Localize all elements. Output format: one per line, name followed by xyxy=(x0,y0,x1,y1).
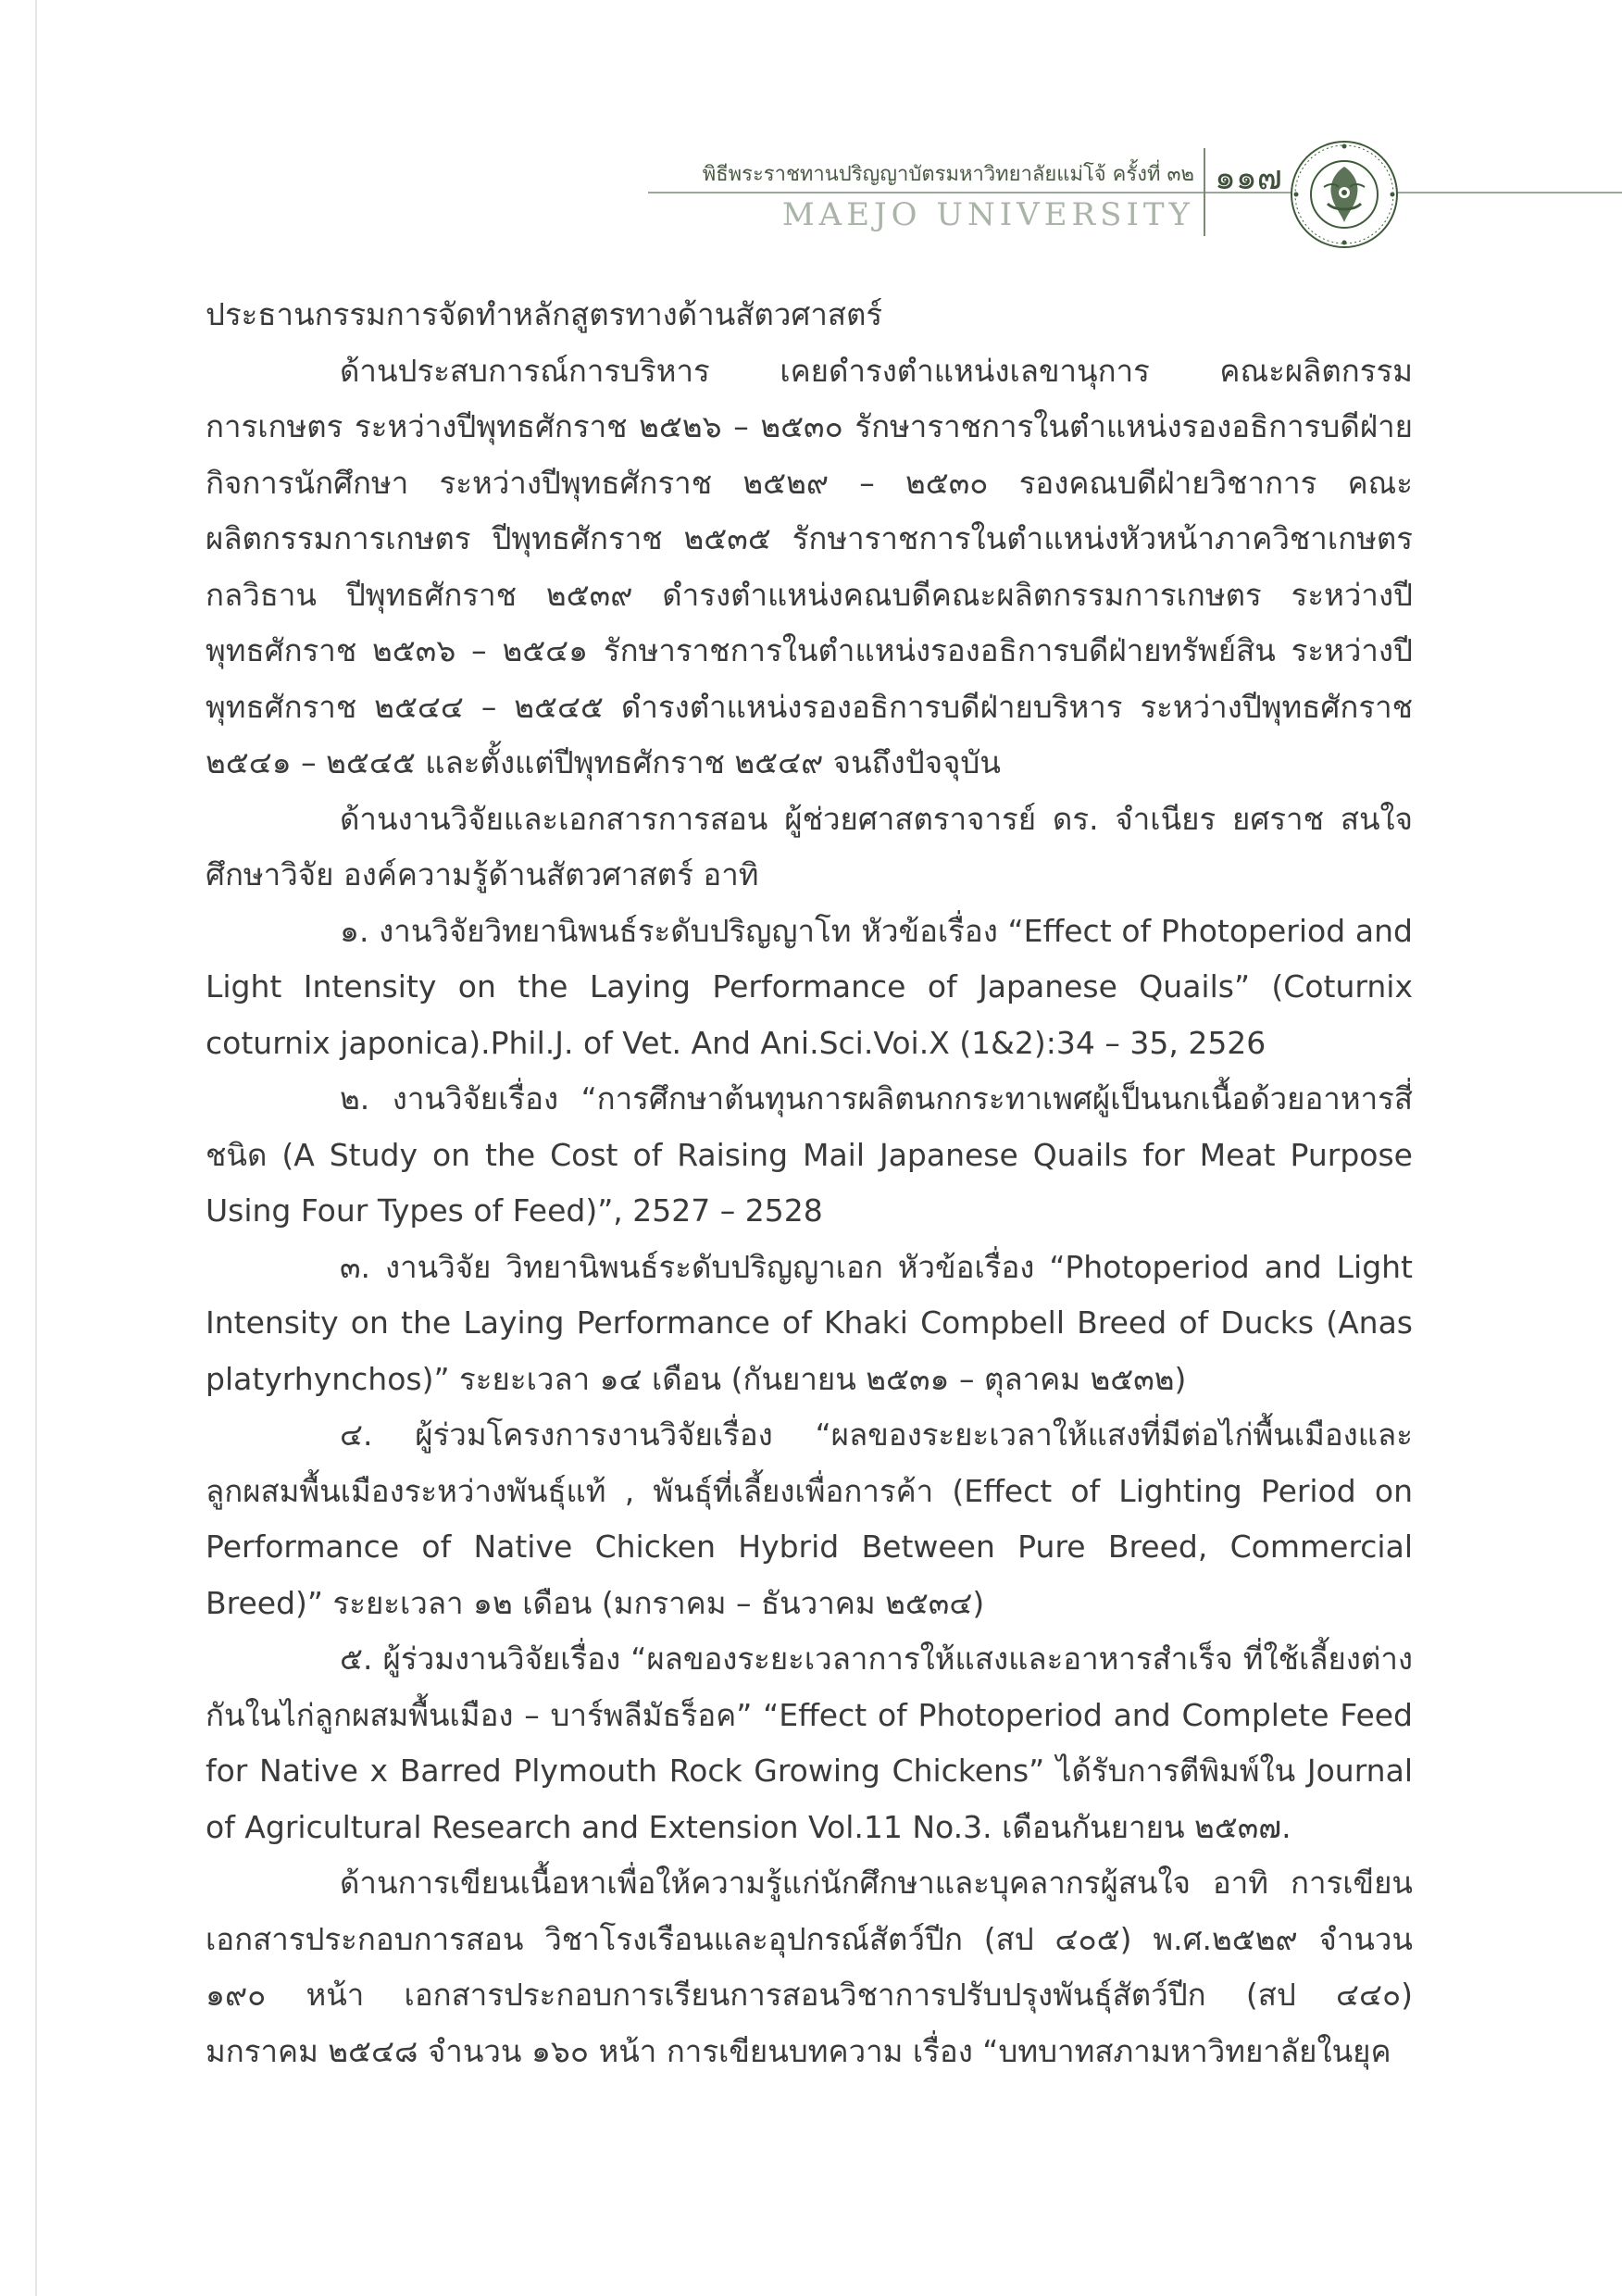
paragraph: ด้านการเขียนเนื้อหาเพื่อให้ความรู้แก่นักศึกษาและบุคลากรผู้สนใจ อาทิ การเขียนเอกสารประกอบการสอน วิชาโรงเรือนและอุปกรณ์สัตว์ปีก (สป ๔๐๕) พ.ศ.๒๕๒๙ จำนวน ๑๙๐ หน้า เอกสารประกอบการเรียนการสอนวิชาการปรับปรุงพันธุ์สัตว์ปีก (สป ๔๔๐) มกราคม ๒๕๔๘ จำนวน ๑๖๐ หน้า การเขียนบทความ เรื่อง “บทบาทสภามหาวิทยาลัยในยุค xyxy=(206,1865,1413,2069)
document-body xyxy=(206,287,1413,2079)
university-name: MAEJO UNIVERSITY xyxy=(781,196,1194,233)
paragraph: ๔. ผู้ร่วมโครงการงานวิจัยเรื่อง “ผลของระยะเวลาให้แสงที่มีต่อไก่พื้นเมืองและลูกผสมพื้นเมืองระหว่างพันธุ์แท้ , พันธุ์ที่เลี้ยงเพื่อการค้า (Effect of Lighting Period on Performance of Native Chicken Hybrid Between Pure Breed, Commercial Breed)” ระยะเวลา ๑๒ เดือน (มกราคม – ธันวาคม ๒๕๓๔) xyxy=(206,1416,1413,1621)
header-divider xyxy=(1204,148,1205,236)
page-number: ๑๑๗ xyxy=(1215,159,1282,197)
paragraph: ๒. งานวิจัยเรื่อง “การศึกษาต้นทุนการผลิตนกกระทาเพศผู้เป็นนกเนื้อด้วยอาหารสี่ชนิด (A Study on the Cost of Raising Mail Japanese Quails for Meat Purpose Using Four Types of Feed)”, 2527 – 2528 xyxy=(206,1080,1413,1229)
paragraph: ด้านประสบการณ์การบริหาร เคยดำรงตำแหน่งเลขานุการ คณะผลิตกรรมการเกษตร ระหว่างปีพุทธศักราช ๒๕๒๖ – ๒๕๓๐ รักษาราชการในตำแหน่งรองอธิการบดีฝ่ายกิจการนักศึกษา ระหว่างปีพุทธศักราช ๒๕๒๙ – ๒๕๓๐ รองคณบดีฝ่ายวิชาการ คณะผลิตกรรมการเกษตร ปีพุทธศักราช ๒๕๓๕ รักษาราชการในตำแหน่งหัวหน้าภาควิชาเกษตรกลวิธาน ปีพุทธศักราช ๒๕๓๙ ดำรงตำแหน่งคณบดีคณะผลิตกรรมการเกษตร ระหว่างปีพุทธศักราช ๒๕๓๖ – ๒๕๔๑ รักษาราชการในตำแหน่งรองอธิการบดีฝ่ายทรัพย์สิน ระหว่างปีพุทธศักราช ๒๕๔๔ – ๒๕๔๕ ดำรงตำแหน่งรองอธิการบดีฝ่ายบริหาร ระหว่างปีพุทธศักราช ๒๕๔๑ – ๒๕๔๕ และตั้งแต่ปีพุทธศักราช ๒๕๔๙ จนถึงปัจจุบัน xyxy=(206,352,1413,780)
university-seal-icon xyxy=(1289,139,1400,250)
header-rule xyxy=(648,192,1622,193)
paragraph: ๕. ผู้ร่วมงานวิจัยเรื่อง “ผลของระยะเวลาการให้แสงและอาหารสำเร็จ ที่ใช้เลี้ยงต่างกันในไก่ลูกผสมพื้นเมือง – บาร์พลีมัธร็อค” “Effect of Photoperiod and Complete Feed for Native x Barred Plymouth Rock Growing Chickens” ได้รับการตีพิมพ์ใน Journal of Agricultural Research and Extension Vol.11 No.3. เดือนกันยายน ๒๕๓๗. xyxy=(206,1641,1413,1845)
paragraph: ๓. งานวิจัย วิทยานิพนธ์ระดับปริญญาเอก หัวข้อเรื่อง “Photoperiod and Light Intensity on the Laying Performance of Khaki Compbell Breed of Ducks (Anas platyrhynchos)” ระยะเวลา ๑๔ เดือน (กันยายน ๒๕๓๑ – ตุลาคม ๒๕๓๒) xyxy=(206,1248,1413,1397)
paragraph: ด้านงานวิจัยและเอกสารการสอน ผู้ช่วยศาสตราจารย์ ดร. จำเนียร ยศราช สนใจศึกษาวิจัย องค์ความรู้ด้านสัตวศาสตร์ อาทิ xyxy=(206,800,1413,892)
paragraph: ๑. งานวิจัยวิทยานิพนธ์ระดับปริญญาโท หัวข้อเรื่อง “Effect of Photoperiod and Light Intensity on the Laying Performance of Japanese Quails” (Coturnix coturnix japonica).Phil.J. of Vet. And Ani.Sci.Voi.X (1&2):34 – 35, 2526 xyxy=(206,912,1413,1061)
paragraph: ประธานกรรมการจัดทำหลักสูตรทางด้านสัตวศาสตร์ xyxy=(206,296,883,332)
page-edge xyxy=(35,0,37,2296)
header-title: พิธีพระราชทานปริญญาบัตรมหาวิทยาลัยแม่โจ้ ครั้งที่ ๓๒ xyxy=(702,163,1194,186)
